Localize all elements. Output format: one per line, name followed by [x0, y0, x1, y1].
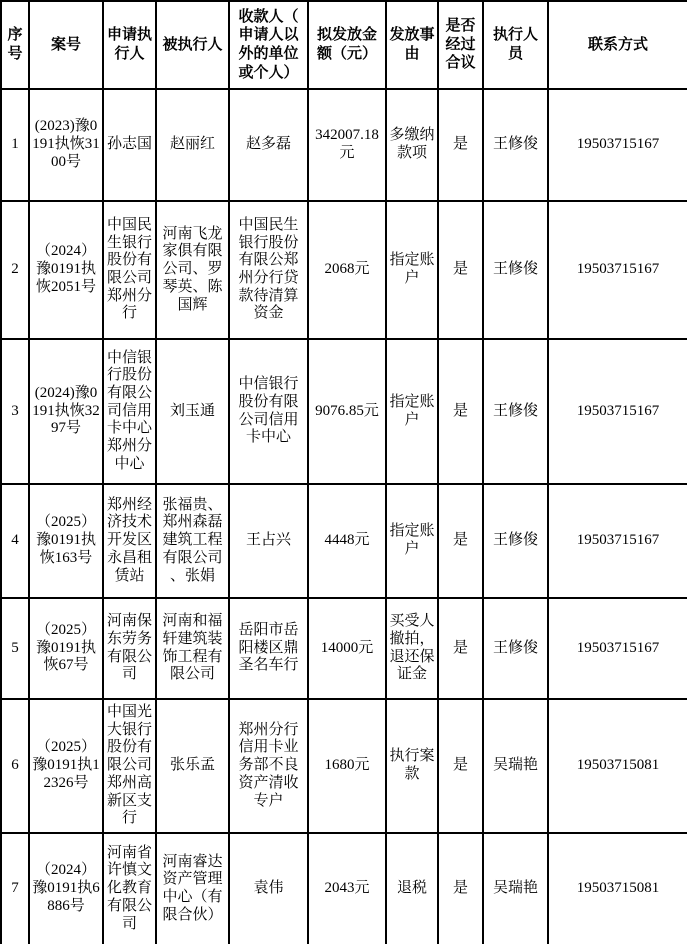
- cell-serial-no: 4: [1, 484, 29, 598]
- cell-contact: 19503715167: [548, 89, 687, 201]
- cell-reviewed: 是: [438, 833, 483, 944]
- cell-respondent: 赵丽红: [156, 89, 229, 201]
- cell-payee: 赵多磊: [229, 89, 308, 201]
- cell-amount: 9076.85元: [308, 339, 386, 484]
- cell-applicant: 河南保东劳务有限公司: [103, 598, 156, 699]
- cell-reason: 退税: [386, 833, 438, 944]
- cell-applicant: 河南省许慎文化教育有限公司: [103, 833, 156, 944]
- cell-case-no: （2024）豫0191执恢2051号: [29, 201, 103, 339]
- header-respondent: 被执行人: [156, 1, 229, 89]
- table-row: [1, 598, 687, 699]
- cell-reviewed: 是: [438, 201, 483, 339]
- cell-reason: 多缴纳款项: [386, 89, 438, 201]
- cell-case-no: (2024)豫0191执恢3297号: [29, 339, 103, 484]
- cell-officer: 吴瑞艳: [483, 833, 548, 944]
- cell-applicant: 孙志国: [103, 89, 156, 201]
- cell-respondent: 河南飞龙家俱有限公司、罗琴英、陈国辉: [156, 201, 229, 339]
- cell-contact: 19503715081: [548, 699, 687, 833]
- cell-officer: 王修俊: [483, 201, 548, 339]
- cell-reviewed: 是: [438, 339, 483, 484]
- cell-payee: 王占兴: [229, 484, 308, 598]
- cell-reason: 指定账户: [386, 339, 438, 484]
- cell-case-no: （2025）豫0191执12326号: [29, 699, 103, 833]
- cell-serial-no: 5: [1, 598, 29, 699]
- header-row: [1, 1, 687, 89]
- table-row: [1, 484, 687, 598]
- table-row: [1, 833, 687, 944]
- cell-reason: 执行案款: [386, 699, 438, 833]
- cell-case-no: (2023)豫0191执恢3100号: [29, 89, 103, 201]
- cell-contact: 19503715167: [548, 484, 687, 598]
- cell-applicant: 郑州经济技术开发区永昌租赁站: [103, 484, 156, 598]
- cell-officer: 王修俊: [483, 339, 548, 484]
- cell-serial-no: 2: [1, 201, 29, 339]
- cell-amount: 342007.18元: [308, 89, 386, 201]
- cell-payee: 袁伟: [229, 833, 308, 944]
- cell-payee: 中国民生银行股份有限公郑州分行贷款待清算资金: [229, 201, 308, 339]
- table-row: [1, 201, 687, 339]
- cell-payee: 郑州分行信用卡业务部不良资产清收专户: [229, 699, 308, 833]
- cell-contact: 19503715081: [548, 833, 687, 944]
- cell-respondent: 河南和福轩建筑装饰工程有限公司: [156, 598, 229, 699]
- cell-amount: 1680元: [308, 699, 386, 833]
- cell-reviewed: 是: [438, 699, 483, 833]
- cell-reviewed: 是: [438, 89, 483, 201]
- cell-applicant: 中国民生银行股份有限公司郑州分行: [103, 201, 156, 339]
- cell-contact: 19503715167: [548, 339, 687, 484]
- table-row: [1, 339, 687, 484]
- cell-contact: 19503715167: [548, 201, 687, 339]
- header-reviewed: 是否经过合议: [438, 1, 483, 89]
- cell-payee: 岳阳市岳阳楼区鼎圣名车行: [229, 598, 308, 699]
- header-case-no: 案号: [29, 1, 103, 89]
- table-row: [1, 699, 687, 833]
- cell-case-no: （2025）豫0191执恢163号: [29, 484, 103, 598]
- cell-officer: 王修俊: [483, 484, 548, 598]
- header-reason: 发放事由: [386, 1, 438, 89]
- cell-amount: 14000元: [308, 598, 386, 699]
- cell-contact: 19503715167: [548, 598, 687, 699]
- cell-respondent: 张乐孟: [156, 699, 229, 833]
- cell-reviewed: 是: [438, 598, 483, 699]
- header-payee: 收款人（申请人以外的单位或个人）: [229, 1, 308, 89]
- cell-amount: 4448元: [308, 484, 386, 598]
- cell-serial-no: 3: [1, 339, 29, 484]
- cell-reason: 指定账户: [386, 201, 438, 339]
- header-amount: 拟发放金额（元）: [308, 1, 386, 89]
- cell-reason: 指定账户: [386, 484, 438, 598]
- cell-serial-no: 7: [1, 833, 29, 944]
- table-row: [1, 89, 687, 201]
- header-contact: 联系方式: [548, 1, 687, 89]
- cell-applicant: 中国光大银行股份有限公司郑州高新区支行: [103, 699, 156, 833]
- cell-case-no: （2025）豫0191执恢67号: [29, 598, 103, 699]
- header-applicant: 申请执行人: [103, 1, 156, 89]
- cell-officer: 王修俊: [483, 89, 548, 201]
- header-serial-no: 序号: [1, 1, 29, 89]
- cell-respondent: 河南睿达资产管理中心（有限合伙）: [156, 833, 229, 944]
- cell-applicant: 中信银行股份有限公司信用卡中心郑州分中心: [103, 339, 156, 484]
- header-officer: 执行人员: [483, 1, 548, 89]
- cell-case-no: （2024）豫0191执6886号: [29, 833, 103, 944]
- cell-reason: 买受人撤拍，退还保证金: [386, 598, 438, 699]
- cell-serial-no: 6: [1, 699, 29, 833]
- cell-amount: 2068元: [308, 201, 386, 339]
- cell-respondent: 张福贵、郑州森磊建筑工程有限公司、张娟: [156, 484, 229, 598]
- cell-payee: 中信银行股份有限公司信用卡中心: [229, 339, 308, 484]
- cell-serial-no: 1: [1, 89, 29, 201]
- cell-officer: 王修俊: [483, 598, 548, 699]
- cell-amount: 2043元: [308, 833, 386, 944]
- cell-reviewed: 是: [438, 484, 483, 598]
- cell-officer: 吴瑞艳: [483, 699, 548, 833]
- cell-respondent: 刘玉通: [156, 339, 229, 484]
